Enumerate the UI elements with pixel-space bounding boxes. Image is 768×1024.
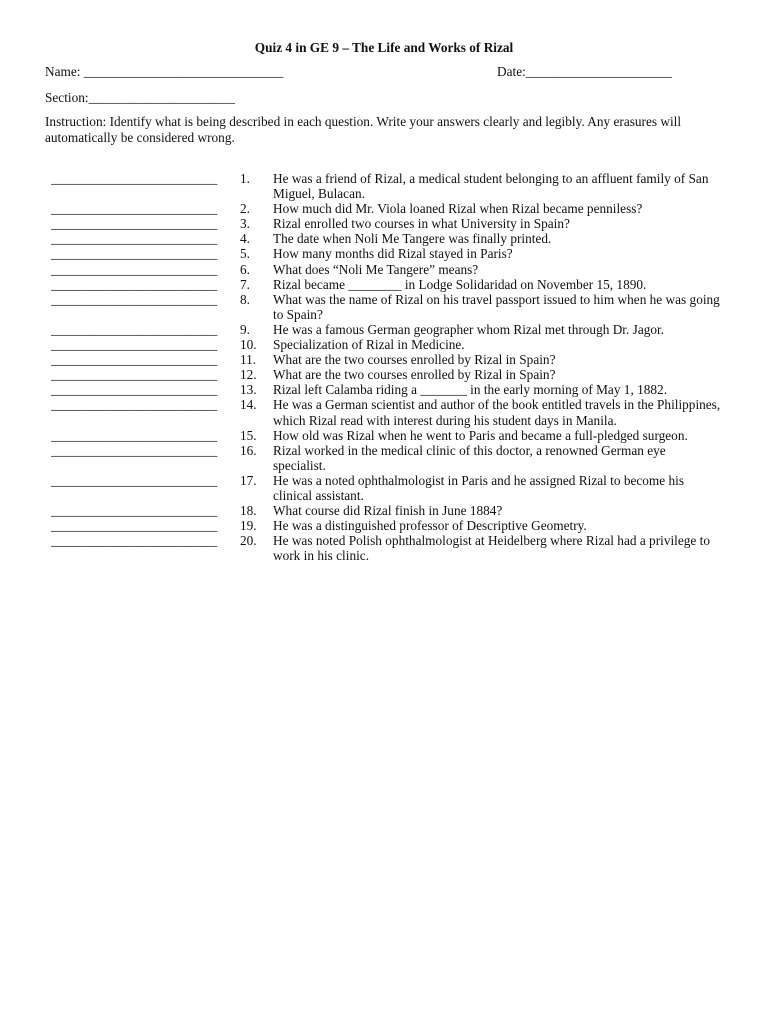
question-text: What are the two courses enrolled by Rizal in Spain? [273,367,556,383]
question-text: How many months did Rizal stayed in Paris? [273,246,513,262]
question-text: Rizal worked in the medical clinic of this doctor, a renowned German eye specialist. [273,442,666,473]
question-text: What was the name of Rizal on his travel passport issued to him when he was going to Spain? [273,291,720,322]
answer-blank: _________________________ [51,367,218,383]
answer-blank: _________________________ [51,427,218,443]
question-text: What course did Rizal finish in June 1884? [273,503,503,519]
answer-blank: _________________________ [51,382,218,398]
question-text: What does “Noli Me Tangere” means? [273,261,479,277]
question-number: 19. [240,518,257,534]
question-item [51,262,741,277]
question-number: 18. [240,503,257,519]
question-text: What are the two courses enrolled by Rizal in Spain? [273,352,556,368]
instruction-text: Instruction: Identify what is being described in each question. Write your answers clearly and legibly. Any erasures will automatically be considered wrong. [45,114,682,145]
answer-blank: _________________________ [51,276,218,292]
question-text: The date when Noli Me Tangere was finally printed. [273,231,552,247]
question-text: He was a friend of Rizal, a medical student belonging to an affluent family of San Miguel, Bulacan. [273,171,709,202]
question-text: He was a distinguished professor of Descriptive Geometry. [273,518,587,534]
question-number: 15. [240,427,257,443]
quiz-title: Quiz 4 in GE 9 – The Life and Works of Rizal [254,40,514,55]
question-list [51,171,741,563]
answer-blank: _________________________ [51,352,218,368]
question-item [51,292,741,322]
answer-blank: _________________________ [51,337,218,353]
question-item [51,352,741,367]
question-number: 2. [240,201,250,217]
question-number: 3. [240,216,250,232]
question-number: 14. [240,397,257,413]
answer-blank: _________________________ [51,442,218,458]
question-number: 6. [240,261,250,277]
question-item [51,277,741,292]
question-text: He was a noted ophthalmologist in Paris and he assigned Rizal to become his clinical assistant. [273,472,685,503]
question-text: Rizal became ________ in Lodge Solidaridad on November 15, 1890. [273,276,647,292]
question-number: 12. [240,367,257,383]
answer-blank: _________________________ [51,533,218,549]
question-text: How much did Mr. Viola loaned Rizal when Rizal became penniless? [273,201,643,217]
question-number: 10. [240,337,257,353]
question-item [51,231,741,246]
question-item [51,382,741,397]
question-item [51,322,741,337]
question-number: 11. [240,352,257,368]
question-item [51,367,741,382]
question-item [51,337,741,352]
question-text: He was a German scientist and author of the book entitled travels in the Philippines, which Rizal read with interest during his student days in Manila. [273,397,721,428]
question-text: Rizal enrolled two courses in what University in Spain? [273,216,570,232]
question-number: 1. [240,171,250,186]
answer-blank: _________________________ [51,518,218,534]
answer-blank: _________________________ [51,472,218,488]
question-item [51,473,741,503]
question-item [51,428,741,443]
answer-blank: _________________________ [51,171,218,186]
answer-blank: _________________________ [51,397,218,413]
answer-blank: _________________________ [51,231,218,247]
question-item [51,397,741,427]
question-text: Rizal left Calamba riding a _______ in the early morning of May 1, 1882. [273,382,668,398]
question-number: 8. [240,291,250,307]
question-number: 17. [240,472,257,488]
question-item [51,201,741,216]
question-item [51,518,741,533]
question-number: 9. [240,321,250,337]
name-field: Name: ______________________________ [45,64,284,79]
answer-blank: _________________________ [51,321,218,337]
question-item [51,533,741,563]
answer-blank: _________________________ [51,291,218,307]
answer-blank: _________________________ [51,216,218,232]
question-text: He was noted Polish ophthalmologist at Heidelberg where Rizal had a privilege to work in his clinic. [273,533,710,564]
question-text: He was a famous German geographer whom Rizal met through Dr. Jagor. [273,321,665,337]
question-item [51,443,741,473]
answer-blank: _________________________ [51,246,218,262]
question-number: 13. [240,382,257,398]
question-item [51,216,741,231]
answer-blank: _________________________ [51,261,218,277]
question-item [51,503,741,518]
question-number: 20. [240,533,257,549]
question-item [51,171,741,201]
question-item [51,246,741,261]
section-field: Section:______________________ [45,90,235,105]
question-number: 16. [240,442,257,458]
question-text: How old was Rizal when he went to Paris and became a full-pledged surgeon. [273,427,688,443]
question-number: 4. [240,231,250,247]
date-field: Date:______________________ [497,64,673,79]
answer-blank: _________________________ [51,503,218,519]
question-number: 7. [240,276,250,292]
answer-blank: _________________________ [51,201,218,217]
question-number: 5. [240,246,250,262]
question-text: Specialization of Rizal in Medicine. [273,337,465,353]
